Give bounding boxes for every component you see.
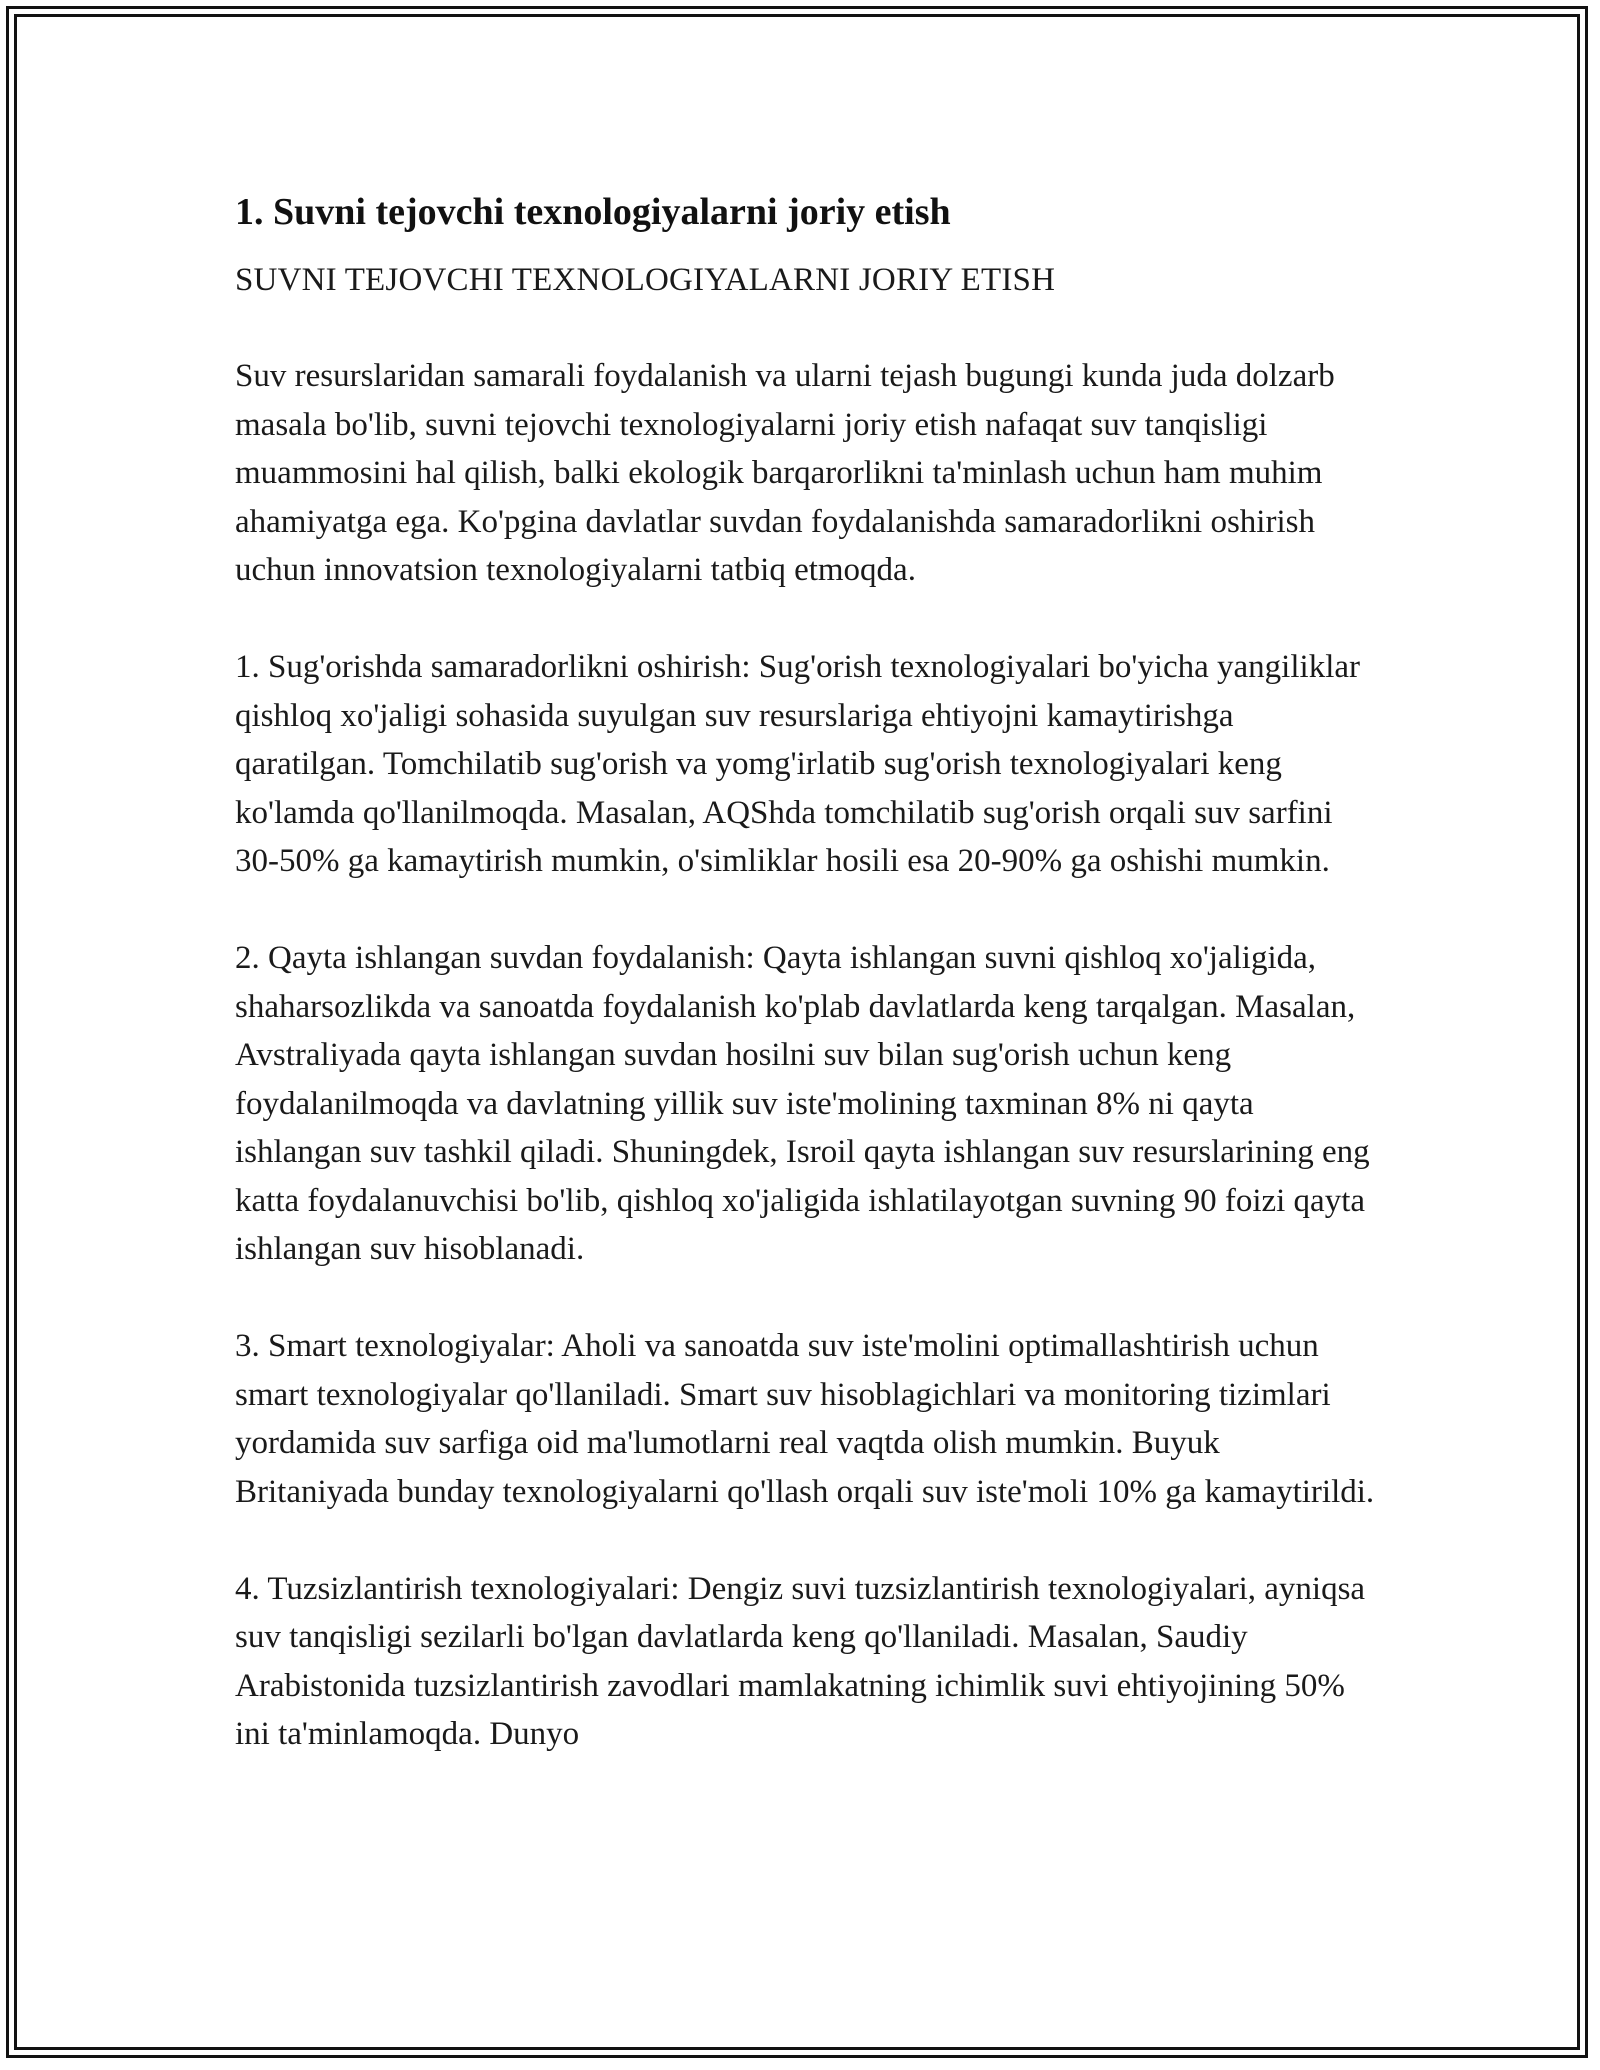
paragraph-irrigation: 1. Sug'orishda samaradorlikni oshirish: Sug'orish texnologiyalari bo'yicha yangiliklar qishloq xo'jaligi sohasida suyulgan suv resurslariga ehtiyojni kamaytirishga qaratilgan. Tomchilatib sug'orish va yomg'irlatib sug'orish texnologiyalari keng ko'lamda qo'llanilmoqda. Masalan, AQShda tomchilatib sug'orish orqali suv sarfini 30-50% ga kamaytirish mumkin, o'simliklar hosili esa 20-90% ga oshishi mumkin.	[235, 649, 1360, 879]
paragraph-smart-technologies: 3. Smart texnologiyalar: Aholi va sanoatda suv iste'molini optimallashtirish uchun smart texnologiyalar qo'llaniladi. Smart suv hisoblagichlari va monitoring tizimlari yordamida suv sarfiga oid ma'lumotlarni real vaqtda olish mumkin. Buyuk Britaniyada bunday texnologiyalarni qo'llash orqali suv iste'moli 10% ga kamaytirildi.	[235, 1328, 1375, 1510]
paragraph-intro: Suv resurslaridan samarali foydalanish va ularni tejash bugungi kunda juda dolzarb masala bo'lib, suvni tejovchi texnologiyalarni joriy etish nafaqat suv tanqisligi muammosini hal qilish, balki ekologik barqarorlikni ta'minlash uchun ham muhim ahamiyatga ega. Ko'pgina davlatlar suvdan foydalanishda samaradorlikni oshirish uchun innovatsion texnologiyalarni tatbiq etmoqda.	[235, 358, 1335, 588]
document-body	[235, 188, 1375, 1807]
document-subtitle: SUVNI TEJOVCHI TEXNOLOGIYALARNI JORIY ETISH	[235, 262, 1056, 298]
paragraph-desalination: 4. Tuzsizlantirish texnologiyalari: Dengiz suvi tuzsizlantirish texnologiyalari, ayniqsa suv tanqisligi sezilarli bo'lgan davlatlarda keng qo'llaniladi. Masalan, Saudiy Arabistonida tuzsizlantirish zavodlari mamlakatning ichimlik suvi ehtiyojining 50% ini ta'minlamoqda. Dunyo	[235, 1570, 1366, 1752]
document-title: 1. Suvni tejovchi texnologiyalarni joriy etish	[235, 191, 951, 233]
paragraph-recycled-water: 2. Qayta ishlangan suvdan foydalanish: Qayta ishlangan suvni qishloq xo'jaligida, shaharsozlikda va sanoatda foydalanish ko'plab davlatlarda keng tarqalgan. Masalan, Avstraliyada qayta ishlangan suvdan hosilni suv bilan sug'orish uchun keng foydalanilmoqda va davlatning yillik suv iste'molining taxminan 8% ni qayta ishlangan suv tashkil qiladi. Shuningdek, Isroil qayta ishlangan suv resurslarining eng katta foydalanuvchisi bo'lib, qishloq xo'jaligida ishlatilayotgan suvning 90 foizi qayta ishlangan suv hisoblanadi.	[235, 940, 1370, 1267]
